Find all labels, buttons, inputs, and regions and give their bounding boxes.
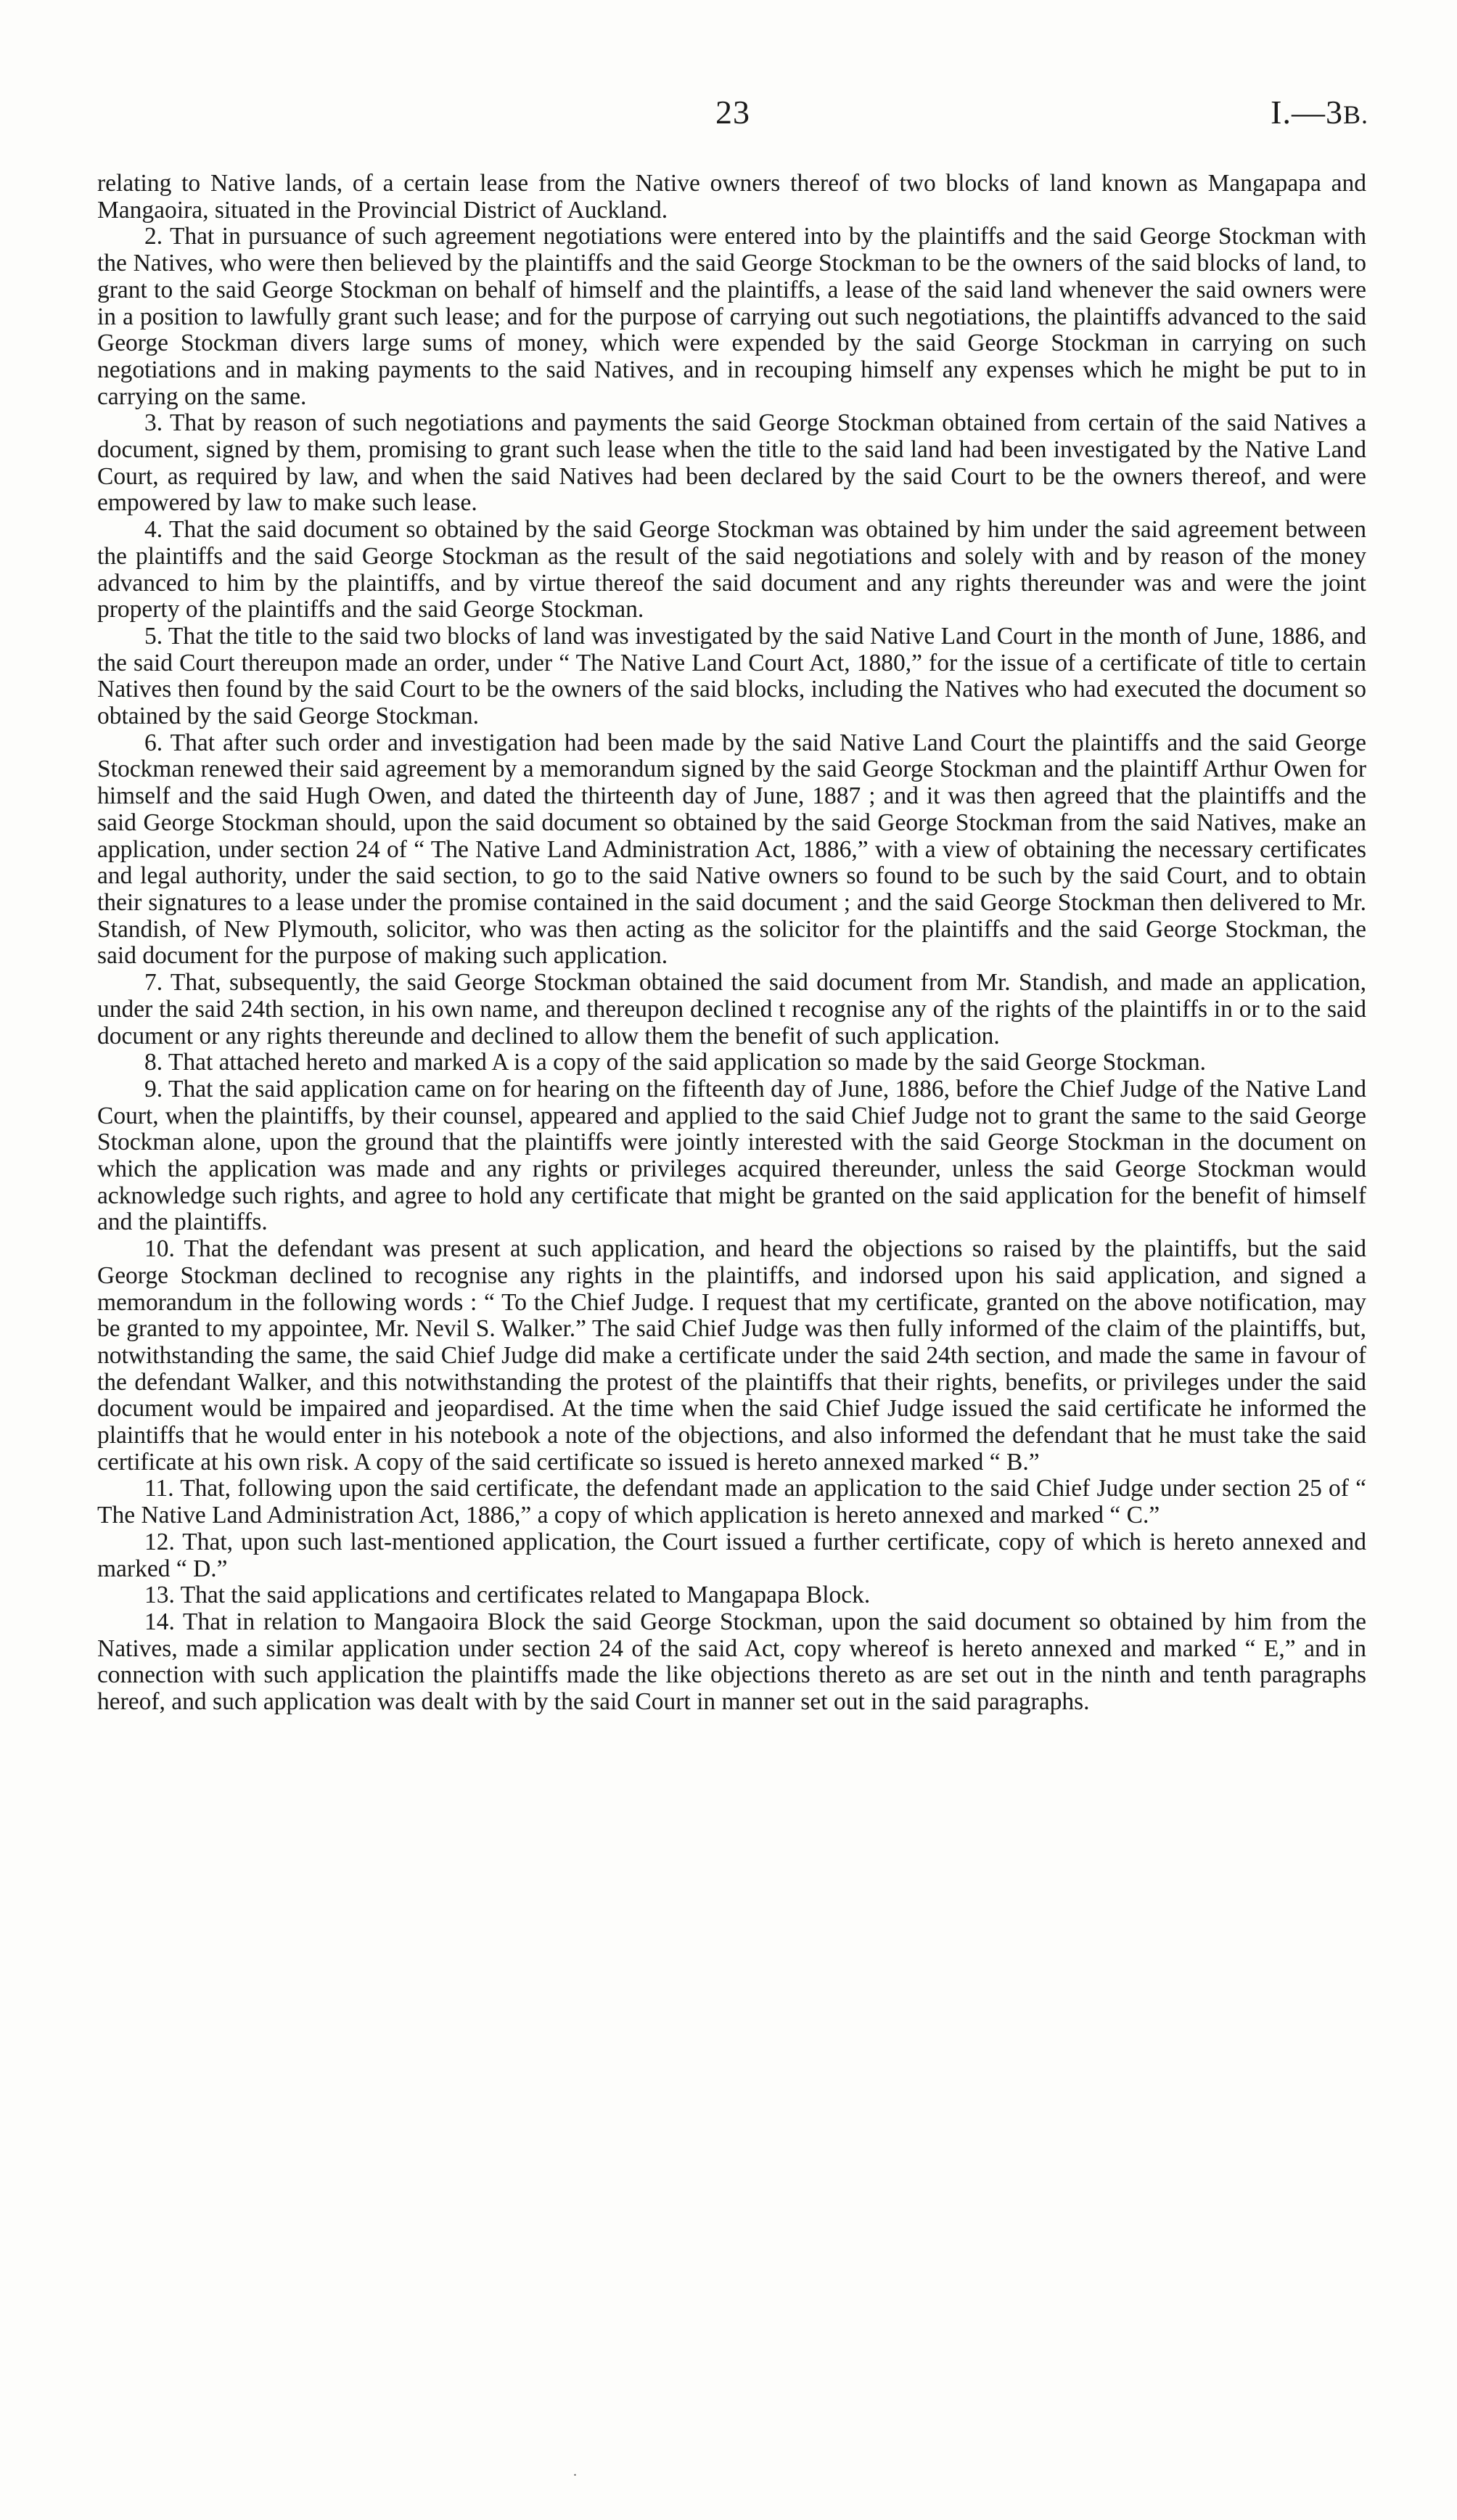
paragraph-3: 3. That by reason of such negotiations and payments the said George Stockman obtained from certain of the said Natives a document, signed by them, promising to grant such lease when the title to the said land had been investigated by the Native Land Court, as required by law, and when the said Natives had been declared by the said Court to be the owners thereof, and were empowered by law to make such lease. [97, 409, 1366, 517]
paragraph-12: 12. That, upon such last-mentioned application, the Court issued a further certificate, copy of which is hereto annexed and marked “ D.” [97, 1528, 1366, 1582]
paragraph-8: 8. That attached hereto and marked A is a copy of the said application so made by the said George Stockman. [144, 1049, 1207, 1076]
document-reference [1271, 93, 1368, 131]
paragraph-13: 13. That the said applications and certificates related to Mangapapa Block. [144, 1582, 871, 1609]
page-number: 23 [715, 94, 750, 131]
paragraph-11: 11. That, following upon the said certificate, the defendant made an application to the said Chief Judge under section 25 of “ The Native Land Administration Act, 1886,” a copy of which application is hereto annexed and marked “ C.” [97, 1475, 1366, 1529]
document-reference-suffix: B. [1342, 100, 1368, 129]
body-text [97, 171, 1366, 1716]
document-reference-main: I.—3 [1271, 94, 1343, 131]
paragraph-4: 4. That the said document so obtained by the said George Stockman was obtained by him under the said agreement between the plaintiffs and the said George Stockman as the result of the said negotiations and solely with and by reason of the money advanced to him by the plaintiffs, and by virtue thereof the said document and any rights thereunder was and were the joint property of the plaintiffs and the said George Stockman. [97, 516, 1366, 623]
paragraph-10: 10. That the defendant was present at such application, and heard the objections so raised by the plaintiffs, but the said George Stockman declined to recognise any rights in the plaintiffs, and indorsed upon his said application, and signed a memorandum in the following words : “ To the Chief Judge. I request that my certificate, granted on the above notification, may be granted to my appointee, Mr. Nevil S. Walker.” The said Chief Judge was then fully informed of the claim of the plaintiffs, but, notwithstanding the same, the said Chief Judge did make a certificate under the said 24th section, and made the same in favour of the defendant Walker, and this notwithstanding the protest of the plaintiffs that their rights, benefits, or privileges under the said document would be impaired and jeopardised. At the time when the said Chief Judge issued the said certificate he informed the plaintiffs that he would enter in his notebook a note of the objections, and also informed the defendant that he must take the said certificate at his own risk. A copy of the said certificate so issued is hereto annexed marked “ B.” [97, 1235, 1366, 1476]
paragraph-6: 6. That after such order and investigation had been made by the said Native Land Court the plaintiffs and the said George Stockman renewed their said agreement by a memorandum signed by the said George Stockman and the plaintiff Arthur Owen for himself and the said Hugh Owen, and dated the thirteenth day of June, 1887 ; and it was then agreed that the plaintiffs and the said George Stockman should, upon the said document so obtained by the said George Stockman from the said Natives, make an application, under section 24 of “ The Native Land Administration Act, 1886,” with a view of obtaining the necessary certificates and legal authority, under the said section, to go to the said Native owners so found to be such by the said Court, and to obtain their signatures to a lease under the promise contained in the said document ; and the said George Stockman then delivered to Mr. Standish, of New Plymouth, solicitor, who was then acting as the solicitor for the plaintiffs and the said George Stockman, the said document for the purpose of making such application. [97, 729, 1366, 970]
paragraph-9: 9. That the said application came on for hearing on the fifteenth day of June, 1886, before the Chief Judge of the Native Land Court, when the plaintiffs, by their counsel, appeared and applied to the said Chief Judge not to grant the same to the said George Stockman alone, upon the ground that the plaintiffs were jointly interested with the said George Stockman in the document on which the application was made and any rights or privileges acquired thereunder, unless the said George Stockman would acknowledge such rights, and agree to hold any certificate that might be granted on the said application for the benefit of himself and the plaintiffs. [97, 1075, 1366, 1236]
paragraph-continued: relating to Native lands, of a certain lease from the Native owners thereof of two blocks of land known as Mangapapa and Mangaoira, situated in the Provincial District of Auckland. [97, 170, 1366, 224]
paragraph-14: 14. That in relation to Mangaoira Block the said George Stockman, upon the said document so obtained by him from the Natives, made a similar application under section 24 of the said Act, copy whereof is hereto annexed and marked “ E,” and in connection with such application the plaintiffs made the like objections thereto as are set out in the ninth and tenth paragraphs hereof, and such application was dealt with by the said Court in manner set out in the said paragraphs. [97, 1608, 1366, 1716]
paragraph-7: 7. That, subsequently, the said George Stockman obtained the said document from Mr. Standish, and made an application, under the said 24th section, in his own name, and thereupon declined t recognise any of the rights of the plaintiffs in or to the said document or any rights thereunde and declined to allow them the benefit of such application. [97, 969, 1366, 1050]
footer-mark: . [573, 2463, 577, 2479]
paragraph-5: 5. That the title to the said two blocks of land was investigated by the said Native Land Court in the month of June, 1886, and the said Court thereupon made an order, under “ The Native Land Court Act, 1880,” for the issue of a certificate of title to certain Natives then found by the said Court to be the owners of the said blocks, including the Natives who had executed the document so obtained by the said George Stockman. [97, 622, 1366, 730]
paragraph-2: 2. That in pursuance of such agreement negotiations were entered into by the plaintiffs and the said George Stockman with the Natives, who were then believed by the plaintiffs and the said George Stockman to be the owners of the said blocks of land, to grant to the said George Stockman on behalf of himself and the plaintiffs, a lease of the said land whenever the said owners were in a position to lawfully grant such lease; and for the purpose of carrying out such negotiations, the plaintiffs advanced to the said George Stockman divers large sums of money, which were expended by the said George Stockman in carrying on such negotiations and in making payments to the said Natives, and in recouping himself any expenses which he might be put to in carrying on the same. [97, 223, 1366, 410]
